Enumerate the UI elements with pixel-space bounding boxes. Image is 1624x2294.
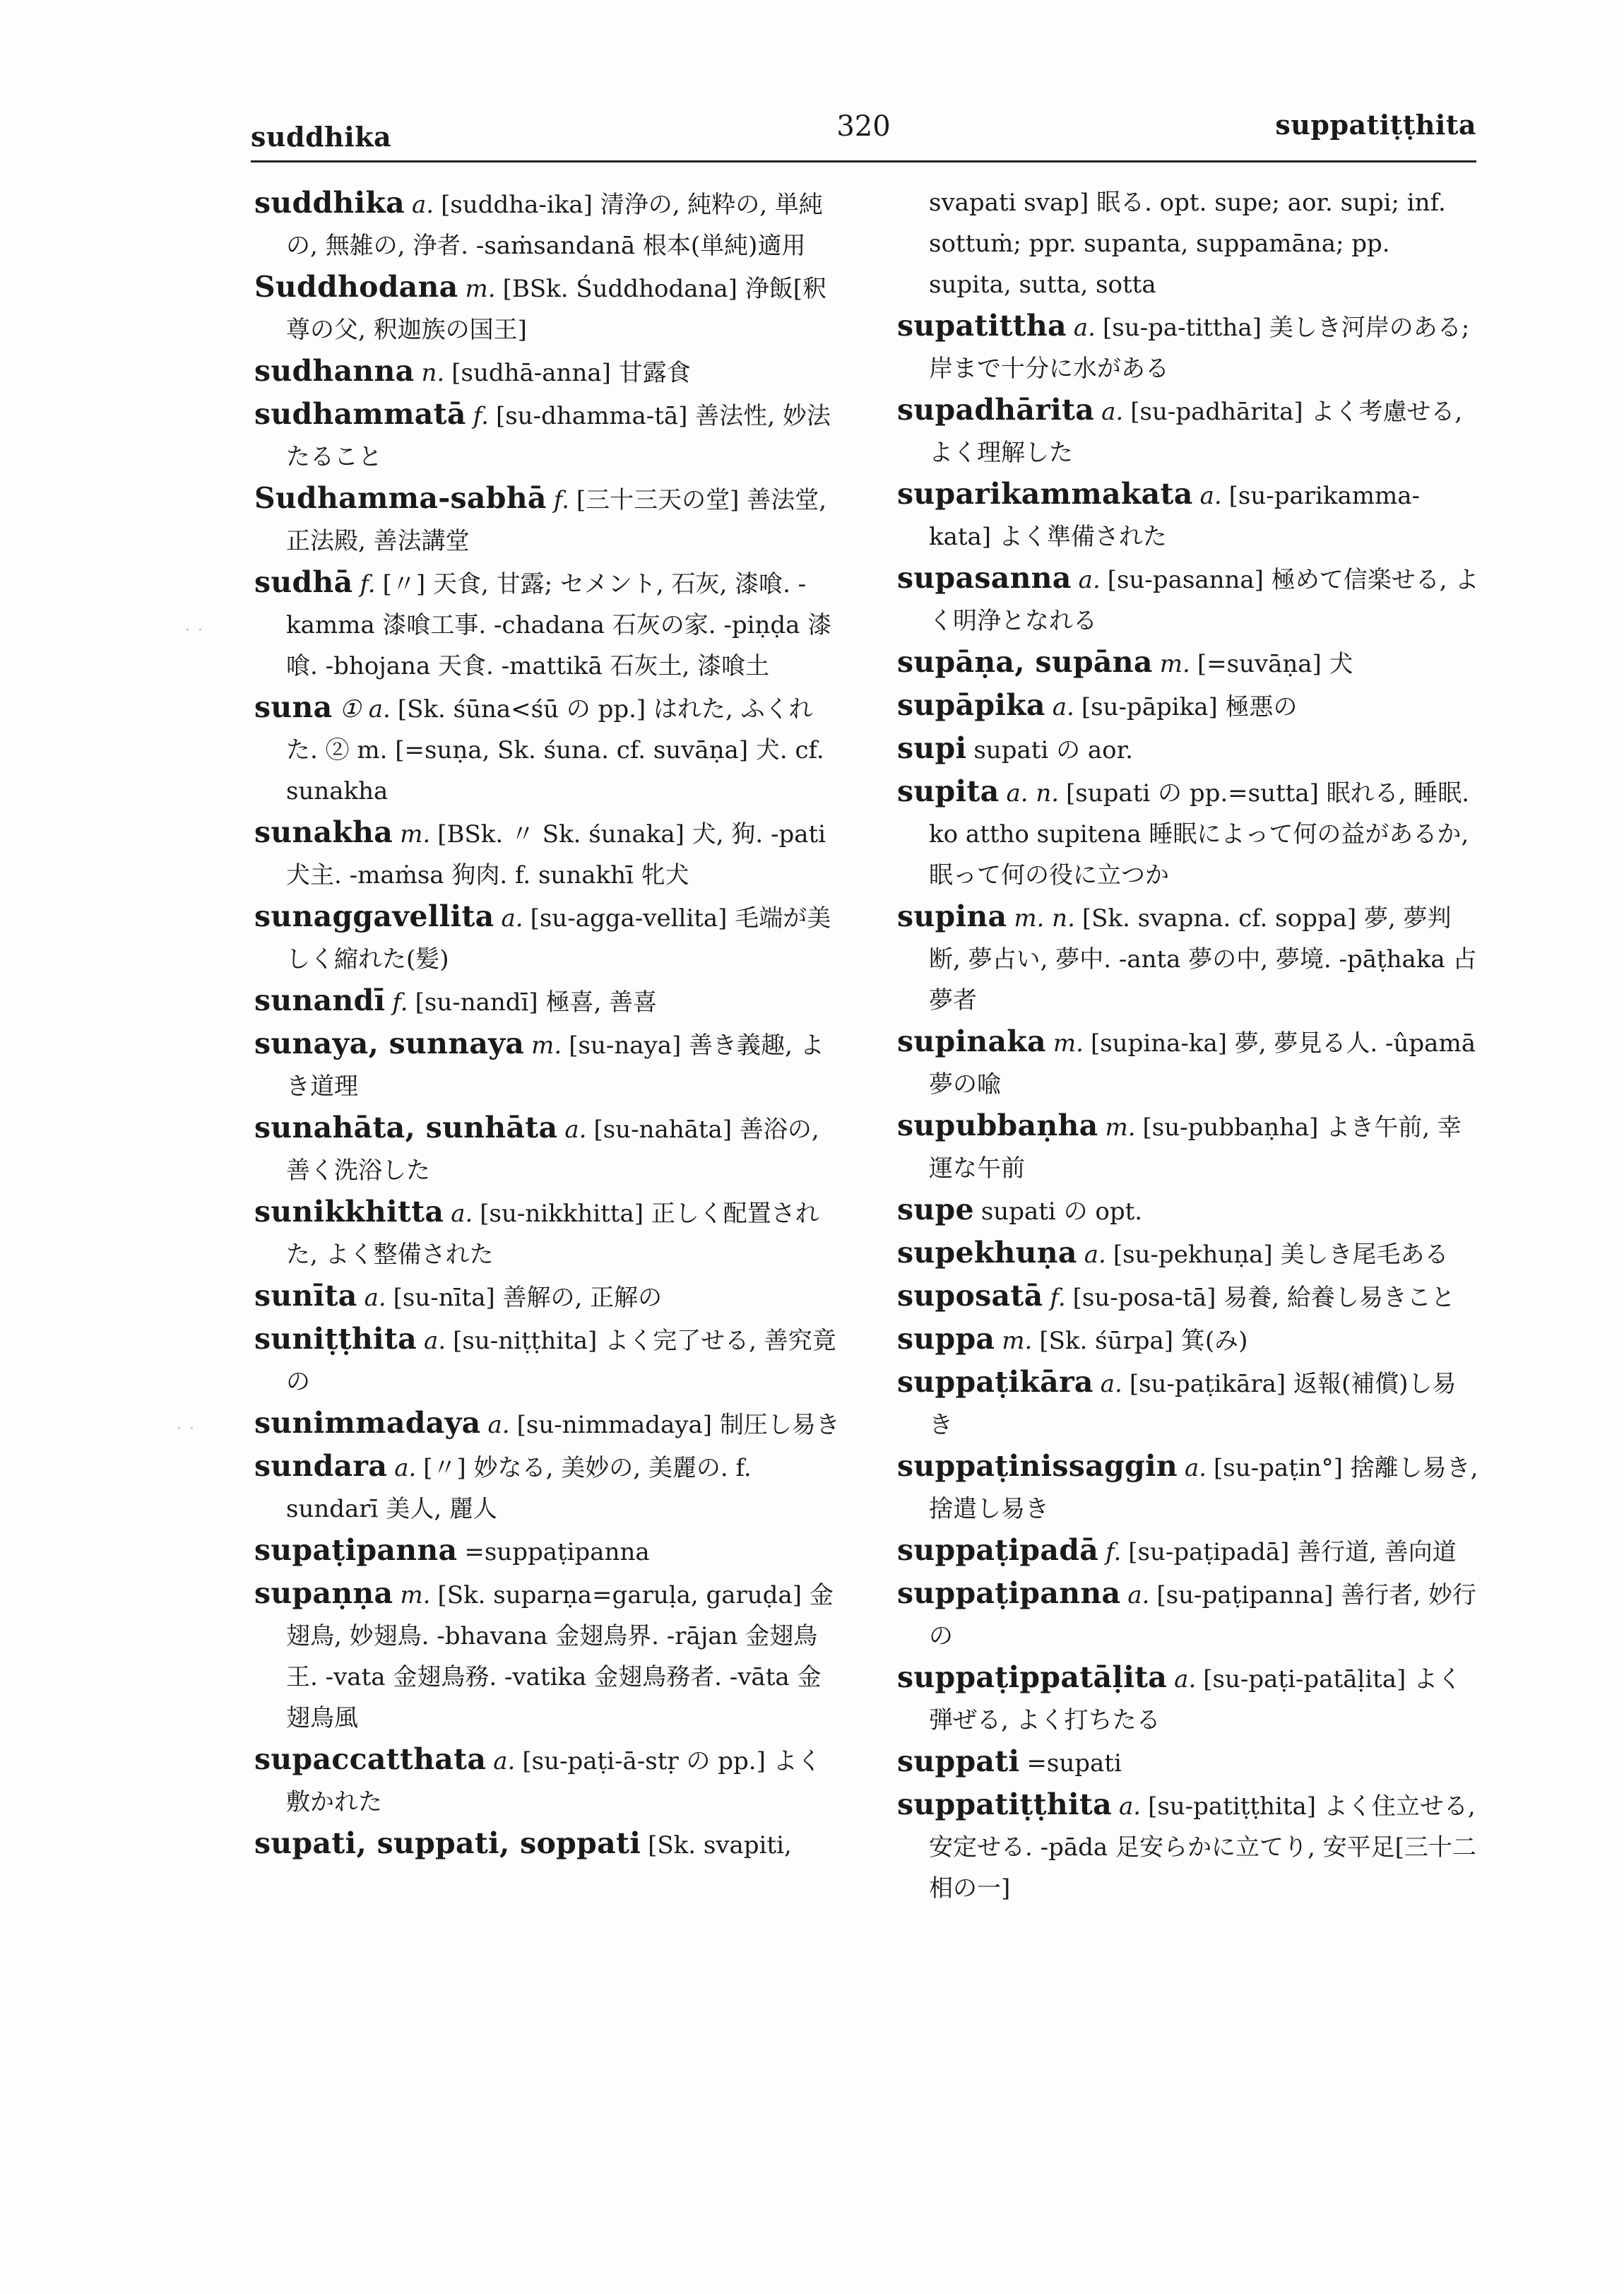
entry-definition: supati の opt. <box>980 1198 1143 1226</box>
dictionary-entry <box>254 1402 841 1445</box>
entry-definition: [〃] 天食, 甘露; セメント, 石灰, 漆喰. -kamma 漆喰工事. -chadana 石灰の家. -piṇḍa 漆喰. -bhojana 天食. -mattikā 石灰土, 漆喰土 <box>286 570 832 680</box>
entry-definition: [Sk. śūna<śū の pp.] はれた, ふくれた. ② m. [=suṇa, Sk. śuna. cf. suvāṇa] 犬. cf. sunakha <box>286 695 824 805</box>
entry-definition: [su-pasanna] 極めて信楽せる, よく明浄となれる <box>929 566 1479 635</box>
entry-definition: [su-paṭi-ā-stṛ の pp.] よく敷かれた <box>286 1747 822 1816</box>
dictionary-entry <box>897 1318 1480 1361</box>
entry-definition: =suppaṭipanna <box>464 1538 650 1566</box>
entry-definition: [su-dhamma-tā] 善法性, 妙法たること <box>286 402 831 471</box>
entry-grammar: f. <box>392 988 408 1017</box>
entry-grammar: a. n. <box>1006 779 1060 808</box>
entry-headword: supasanna <box>897 561 1072 595</box>
dictionary-entry <box>254 1573 841 1739</box>
entry-headword: supaccatthata <box>254 1742 487 1776</box>
entry-definition: [su-naya] 善き義趣, よき道理 <box>286 1031 824 1101</box>
entry-headword: supubbaṇha <box>897 1108 1098 1142</box>
entry-grammar: m. <box>1053 1029 1084 1058</box>
entry-headword: suna <box>254 690 333 724</box>
entry-definition: [sudhā-anna] 甘露食 <box>451 359 691 387</box>
entry-definition: [su-pa-tittha] 美しき河岸のある; 岸まで十分に水がある <box>929 314 1470 383</box>
entry-definition: [su-paṭikāra] 返報(補償)し易き <box>929 1370 1457 1439</box>
margin-smudge: · · <box>185 622 204 639</box>
page-header <box>251 106 1476 162</box>
entry-headword: suppaṭipanna <box>897 1576 1121 1610</box>
entry-headword: sunahāta, sunhāta <box>254 1111 558 1145</box>
margin-smudge: · · <box>177 1420 196 1438</box>
dictionary-entry <box>897 1657 1480 1741</box>
entry-definition: [su-nahāta] 善浴の, 善く洗浴した <box>286 1116 819 1185</box>
entry-grammar: a. <box>394 1454 417 1482</box>
entry-headword: supāṇa, supāna <box>897 645 1153 679</box>
entry-grammar: a. <box>412 191 434 219</box>
entry-definition: [su-paṭi-patāḷita] よく弾ぜる, よく打ちたる <box>929 1665 1462 1734</box>
entry-headword: suppaṭikāra <box>897 1365 1093 1399</box>
entry-grammar: a. <box>1127 1581 1150 1609</box>
entry-headword: supekhuṇa <box>897 1236 1077 1270</box>
entry-definition: [三十三天の堂] 善法堂, 正法殿, 善法講堂 <box>286 486 827 555</box>
entry-definition: [su-pāpika] 極悪の <box>1081 693 1298 721</box>
dictionary-entry <box>897 473 1480 557</box>
dictionary-entry <box>254 1023 841 1107</box>
entry-grammar: n. <box>421 359 445 387</box>
dictionary-entry <box>254 1445 841 1530</box>
entry-definition: [Sk. svapna. cf. soppa] 夢, 夢判断, 夢占い, 夢中. -anta 夢の中, 夢境. -pāṭhaka 占夢者 <box>929 904 1477 1015</box>
entry-headword: supati, suppati, soppati <box>254 1826 641 1860</box>
dictionary-entry <box>897 1530 1480 1573</box>
dictionary-entry <box>254 1318 841 1402</box>
page-number: 320 <box>836 110 891 143</box>
entry-headword: supe <box>897 1193 974 1226</box>
entry-definition: [BSk. Śuddhodana] 浄飯[釈尊の父, 釈迦族の国王] <box>286 275 826 344</box>
dictionary-entry <box>254 266 841 350</box>
entry-definition: [su-pekhuṇa] 美しき尾毛ある <box>1113 1241 1449 1269</box>
entry-definition: [su-parikamma-kata] よく準備された <box>929 482 1421 551</box>
entry-headword: sudhammatā <box>254 397 466 431</box>
dictionary-entry <box>897 642 1480 685</box>
entry-definition: [〃] 妙なる, 美妙の, 美麗の. f. sundarī 美人, 麗人 <box>286 1454 752 1523</box>
entry-grammar: a. <box>1078 566 1101 594</box>
entry-grammar: m. <box>465 275 496 303</box>
entry-grammar: a. <box>1084 1241 1106 1269</box>
entry-definition: supati の aor. <box>973 736 1133 764</box>
dictionary-entry <box>897 557 1480 642</box>
dictionary-entry <box>254 687 841 812</box>
entry-headword: suddhika <box>254 186 405 220</box>
entry-definition: [supina-ka] 夢, 夢見る人. -ûpamā 夢の喩 <box>929 1029 1476 1099</box>
header-rule <box>251 160 1476 162</box>
entry-definition: [su-nīta] 善解の, 正解の <box>393 1284 663 1312</box>
entry-grammar: a. <box>501 904 523 933</box>
entry-definition: [su-pubbaṇha] よき午前, 幸運な午前 <box>929 1113 1462 1183</box>
dictionary-entry <box>897 182 1480 305</box>
right-column <box>897 182 1480 1909</box>
entry-grammar: f. <box>1106 1538 1122 1566</box>
entry-grammar: a. <box>564 1116 587 1144</box>
entry-headword: suparikammakata <box>897 477 1193 511</box>
entry-grammar: m. <box>1159 650 1190 678</box>
dictionary-entry <box>897 1741 1480 1784</box>
dictionary-entry <box>254 1823 841 1866</box>
entry-grammar: a. <box>1118 1792 1142 1821</box>
entry-definition: [Sk. suparṇa=garuḷa, garuḍa] 金翅鳥, 妙翅鳥. -bhavana 金翅鳥界. -rājan 金翅鳥王. -vata 金翅鳥務. -vatika 金翅鳥務者. -vāta 金翅鳥風 <box>286 1581 834 1732</box>
entry-grammar: f. <box>553 486 569 514</box>
entry-headword: suppaṭinissaggin <box>897 1449 1178 1483</box>
dictionary-entry <box>254 1739 841 1823</box>
entry-grammar: ① a. <box>339 695 391 723</box>
entry-definition: [su-nandī] 極喜, 善喜 <box>415 988 658 1017</box>
entry-definition: [su-niṭṭhita] よく完了せる, 善究竟の <box>286 1327 836 1396</box>
dictionary-entry <box>254 562 841 687</box>
dictionary-entry <box>254 980 841 1023</box>
dictionary-entry <box>897 1105 1480 1189</box>
dictionary-entry <box>897 1361 1480 1445</box>
entry-definition: [su-nikkhitta] 正しく配置された, よく整備された <box>286 1200 819 1269</box>
dictionary-entry <box>897 685 1480 728</box>
entry-headword: sunikkhitta <box>254 1195 444 1229</box>
entry-grammar: a. <box>424 1327 446 1355</box>
entry-headword: sunakha <box>254 815 393 849</box>
entry-definition: [Sk. śūrpa] 箕(み) <box>1039 1327 1248 1355</box>
entry-definition: [su-padhārita] よく考慮せる, よく理解した <box>929 398 1463 467</box>
entry-grammar: m. <box>400 1581 431 1609</box>
entry-headword: sunandī <box>254 983 386 1017</box>
entry-grammar: f. <box>360 570 376 598</box>
entry-grammar: m. <box>1105 1113 1136 1142</box>
dictionary-entry <box>897 389 1480 473</box>
entry-grammar: a. <box>1073 314 1096 342</box>
entry-grammar: a. <box>1184 1454 1207 1482</box>
dictionary-entry <box>897 771 1480 896</box>
entry-grammar: m. <box>531 1031 562 1060</box>
dictionary-entry <box>254 350 841 394</box>
entry-headword: supatittha <box>897 309 1067 343</box>
entry-headword: sundara <box>254 1449 388 1483</box>
entry-definition: [BSk. 〃 Sk. śunaka] 犬, 狗. -pati 犬主. -maṁsa 狗肉. f. sunakhī 牝犬 <box>286 820 826 889</box>
header-right-guideword: suppatiṭṭhita <box>1275 109 1476 141</box>
entry-definition: [su-agga-vellita] 毛端が美しく縮れた(髪) <box>286 904 831 974</box>
dictionary-entry <box>897 728 1480 771</box>
entry-definition: =supati <box>1026 1749 1122 1778</box>
entry-headword: supi <box>897 731 967 765</box>
dictionary-entry <box>897 305 1480 389</box>
entry-definition: [su-paṭipanna] 善行者, 妙行の <box>929 1581 1476 1650</box>
dictionary-entry <box>897 896 1480 1021</box>
entry-grammar: a. <box>451 1200 473 1228</box>
entry-grammar: a. <box>487 1411 510 1439</box>
entry-grammar: a. <box>1100 1370 1122 1398</box>
entry-grammar: m. n. <box>1014 904 1075 933</box>
entry-grammar: f. <box>1050 1284 1066 1312</box>
entry-grammar: a. <box>1174 1665 1197 1693</box>
dictionary-entry <box>897 1784 1480 1909</box>
entry-definition: [su-paṭipadā] 善行道, 善向道 <box>1128 1538 1457 1566</box>
dictionary-entry <box>254 896 841 980</box>
entry-headword: Suddhodana <box>254 270 458 304</box>
entry-headword: supinaka <box>897 1024 1046 1058</box>
entry-headword: suppaṭipadā <box>897 1533 1099 1567</box>
dictionary-entry <box>897 1573 1480 1657</box>
entry-grammar: a. <box>1101 398 1124 426</box>
dictionary-entry <box>897 1275 1480 1318</box>
entry-headword: supina <box>897 899 1007 933</box>
entry-grammar: m. <box>400 820 431 849</box>
entry-headword: suppa <box>897 1322 995 1356</box>
entry-grammar: m. <box>1002 1327 1033 1355</box>
dictionary-entry <box>897 1445 1480 1530</box>
entry-definition: [su-posa-tā] 易養, 給養し易きこと <box>1072 1284 1455 1312</box>
dictionary-entry <box>254 394 841 478</box>
entry-headword: sunīta <box>254 1279 357 1313</box>
entry-headword: sunaya, sunnaya <box>254 1027 525 1060</box>
dictionary-entry <box>254 1191 841 1275</box>
entry-definition: svapati svap] 眠る. opt. supe; aor. supi; inf. sottuṁ; ppr. supanta, suppamāna; pp. supita, sutta, sotta <box>929 189 1446 299</box>
entry-definition: [suddha-ika] 清浄の, 純粋の, 単純の, 無雑の, 浄者. -saṁsandanā 根本(単純)適用 <box>286 191 823 260</box>
dictionary-entry <box>254 1275 841 1318</box>
entry-definition: [su-patiṭṭhita] よく住立せる, 安定せる. -pāda 足安らかに立てり, 安平足[三十二相の一] <box>929 1792 1476 1903</box>
entry-headword: Sudhamma-sabhā <box>254 481 547 515</box>
entry-headword: supaṭipanna <box>254 1533 458 1567</box>
entry-headword: supadhārita <box>897 393 1095 427</box>
left-column <box>254 182 841 1866</box>
dictionary-entry <box>897 1021 1480 1105</box>
entry-grammar: f. <box>473 402 489 430</box>
entry-definition: [su-paṭin°] 捨離し易き, 捨遣し易き <box>929 1454 1478 1523</box>
entry-headword: sudhā <box>254 565 353 599</box>
dictionary-entry <box>254 812 841 896</box>
dictionary-entry <box>254 1530 841 1573</box>
entry-headword: supita <box>897 774 1000 808</box>
dictionary-entry <box>254 182 841 266</box>
entry-definition: [Sk. svapiti, <box>648 1831 792 1860</box>
dictionary-entry <box>254 478 841 562</box>
entry-grammar: a. <box>1199 482 1222 510</box>
entry-grammar: a. <box>364 1284 386 1312</box>
entry-definition: [su-nimmadaya] 制圧し易き <box>516 1411 840 1439</box>
entry-headword: sunimmadaya <box>254 1406 481 1440</box>
header-left-guideword: suddhika <box>251 121 392 153</box>
entry-definition: [=suvāṇa] 犬 <box>1197 650 1353 678</box>
entry-headword: sunaggavellita <box>254 899 494 933</box>
entry-headword: suppatiṭṭhita <box>897 1787 1112 1821</box>
dictionary-entry <box>897 1189 1480 1232</box>
entry-headword: sudhanna <box>254 354 415 388</box>
entry-headword: suposatā <box>897 1279 1043 1313</box>
entry-headword: supāpika <box>897 688 1045 722</box>
entry-headword: suppati <box>897 1744 1020 1778</box>
entry-grammar: a. <box>493 1747 516 1775</box>
entry-headword: suniṭṭhita <box>254 1322 417 1356</box>
dictionary-entry <box>897 1232 1480 1275</box>
entry-grammar: a. <box>1052 693 1074 721</box>
entry-headword: supaṇṇa <box>254 1576 393 1610</box>
dictionary-entry <box>254 1107 841 1191</box>
entry-definition: [supati の pp.=sutta] 眠れる, 睡眠. ko attho supitena 睡眠によって何の益があるか, 眠って何の役に立つか <box>929 779 1470 889</box>
entry-headword: suppaṭippatāḷita <box>897 1660 1168 1694</box>
